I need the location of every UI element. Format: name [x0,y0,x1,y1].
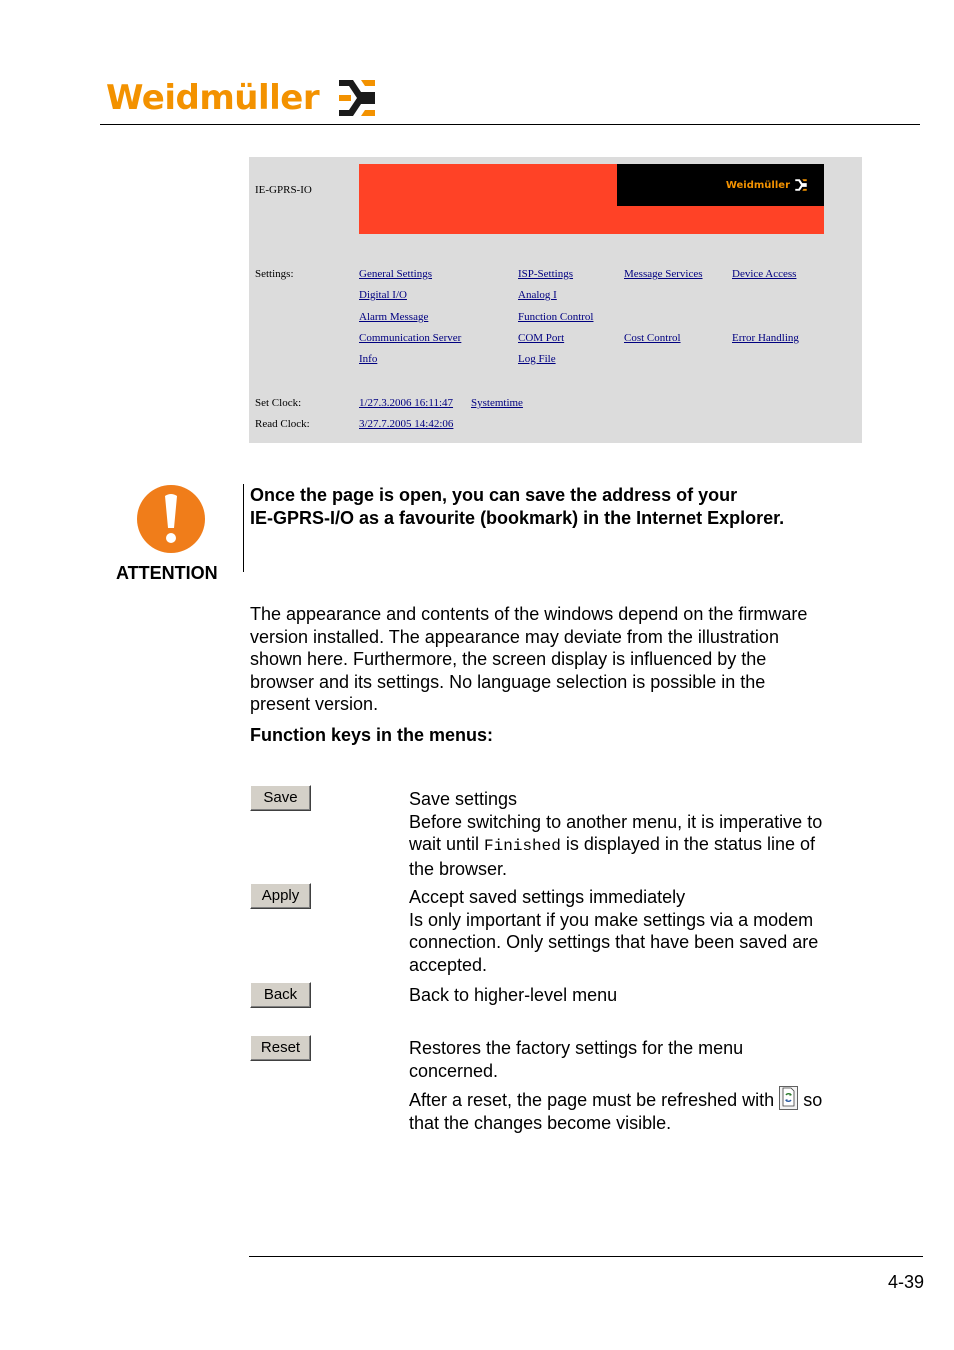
reset-text: After a reset, the page must be refreshed with [409,1090,780,1110]
weidmueller-logo-mark-icon [335,76,379,120]
save-text: wait until [409,834,485,854]
intro-paragraph [250,603,870,716]
link-device-access[interactable]: Device Access [732,268,797,280]
save-line: Before switching to another menu, it is imperative to [409,811,823,832]
back-title: Back to higher-level menu [409,985,618,1005]
weidmueller-logo [106,74,379,122]
link-digital-io[interactable]: Digital I/O [359,289,407,301]
refresh-icon [779,1086,798,1110]
apply-title: Accept saved settings immediately [409,887,686,907]
brand-name: Weidmüller [106,78,320,118]
save-text: is displayed in the status line of [560,834,816,854]
link-general-settings[interactable]: General Settings [359,268,433,280]
link-info[interactable]: Info [359,353,378,365]
reset-line: that the changes become visible. [409,1112,672,1133]
device-title: IE-GPRS-IO [255,184,312,196]
red-banner [359,164,824,234]
save-description [409,788,869,880]
link-cost-control[interactable]: Cost Control [624,332,681,344]
exclamation-circle-icon [136,484,206,554]
footer-divider [249,1256,923,1257]
set-clock-label: Set Clock: [255,397,302,409]
attention-text [250,484,890,530]
reset-line: concerned. [409,1060,499,1081]
reset-description [409,1037,869,1134]
intro-line: The appearance and contents of the windows depend on the firmware [250,604,808,624]
back-description [409,984,869,1007]
settings-label: Settings: [255,268,294,280]
apply-description [409,886,869,976]
link-message-services[interactable]: Message Services [624,268,703,280]
web-interface-screenshot [249,157,862,443]
reset-line [409,1086,869,1112]
banner-brand: Weidmüller [725,179,790,191]
apply-button[interactable]: Apply [250,883,311,909]
reset-button[interactable]: Reset [250,1035,311,1061]
link-communication-server[interactable]: Communication Server [359,332,462,344]
link-log-file[interactable]: Log File [518,353,556,365]
attention-divider [243,484,244,572]
apply-line: Is only important if you make settings via a modem [409,909,814,930]
intro-line: present version. [250,694,379,714]
link-com-port[interactable]: COM Port [518,332,565,344]
apply-line: connection. Only settings that have been saved are [409,932,819,952]
link-function-control[interactable]: Function Control [518,311,594,323]
save-button[interactable]: Save [250,785,311,811]
attention-line: IE-GPRS-I/O as a favourite (bookmark) in the Internet Explorer. [250,508,785,528]
intro-line: browser and its settings. No language selection is possible in the [250,671,766,692]
finished-code: Finished [484,837,561,855]
back-button[interactable]: Back [250,982,311,1008]
reset-line: Restores the factory settings for the menu [409,1038,744,1058]
link-isp-settings[interactable]: ISP-Settings [518,268,574,280]
save-title: Save settings [409,789,518,809]
link-alarm-message[interactable]: Alarm Message [359,311,429,323]
save-line [409,833,869,858]
attention-line: Once the page is open, you can save the address of your [250,485,738,505]
apply-line: accepted. [409,954,488,975]
banner-logo-mark-icon [794,178,808,192]
banner-logo-area [617,164,824,206]
intro-line: version installed. The appearance may deviate from the illustration [250,626,779,647]
reset-text: so [798,1090,823,1110]
function-keys-heading: Function keys in the menus: [250,725,494,745]
attention-label: ATTENTION [116,563,218,583]
link-error-handling[interactable]: Error Handling [732,332,799,344]
intro-line: shown here. Furthermore, the screen display is influenced by the [250,649,767,669]
link-analog-i[interactable]: Analog I [518,289,557,301]
header-divider [100,124,920,125]
link-set-clock-value[interactable]: 1/27.3.2006 16:11:47 [359,397,454,409]
page-number: 4-39 [887,1272,924,1292]
link-read-clock-value[interactable]: 3/27.7.2005 14:42:06 [359,418,454,430]
read-clock-label: Read Clock: [255,418,310,430]
save-line: the browser. [409,858,508,879]
link-systemtime[interactable]: Systemtime [471,397,523,409]
